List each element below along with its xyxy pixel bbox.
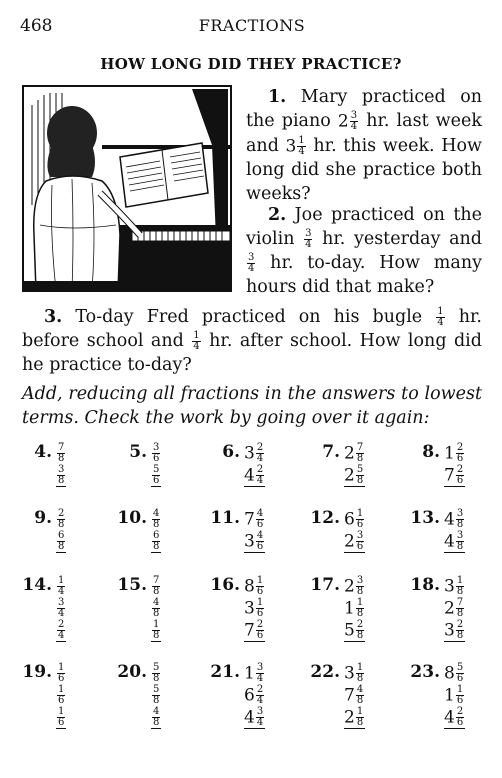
addend — [56, 706, 66, 729]
page-title: FRACTIONS — [198, 16, 306, 35]
addend — [56, 662, 66, 684]
addend — [151, 706, 161, 729]
page-header — [20, 16, 484, 38]
addend — [151, 442, 161, 464]
exercise-number: 15. — [117, 575, 147, 595]
fraction: $\frac{1}{6}$ — [256, 597, 264, 619]
addend — [151, 597, 161, 619]
fraction: $\frac{3}{4}$ — [58, 597, 65, 619]
addend: 6 $\frac{1}{6}$ — [344, 508, 364, 530]
exercise-number: 19. — [22, 662, 52, 682]
fraction: $\frac{3}{6}$ — [356, 530, 364, 552]
exercise-number: 9. — [34, 508, 52, 528]
addend — [151, 508, 161, 530]
exercise-number: 10. — [117, 508, 147, 528]
fraction: $\frac{6}{8}$ — [153, 530, 160, 552]
exercise-number: 23. — [410, 662, 440, 682]
fraction: $\frac{3}{4}$ — [256, 662, 264, 684]
problem-2: 2. Joe practiced on the violin $\frac{3}{4}$ hr. yesterday and $\frac{3}{4}$ hr. to-day. How many hours did that make? — [246, 205, 482, 297]
addend: 4 $\frac{2}{4}$ — [244, 464, 264, 486]
addend: 8 $\frac{1}{6}$ — [244, 575, 264, 597]
addend: 5 $\frac{2}{8}$ — [344, 619, 364, 641]
addend: 2 $\frac{5}{8}$ — [344, 464, 364, 486]
fraction: $\frac{6}{8}$ — [58, 530, 65, 552]
fraction: $\frac{4}{8}$ — [153, 597, 160, 619]
fraction: $\frac{2}{8}$ — [58, 508, 65, 530]
fraction: $\frac{3}{6}$ — [153, 442, 160, 464]
fraction: $\frac{2}{6}$ — [456, 442, 464, 464]
section-title: HOW LONG DID THEY PRACTICE? — [100, 55, 402, 73]
fraction: $\frac{7}{8}$ — [356, 442, 364, 464]
fraction: $\frac{1}{4}$ — [437, 306, 444, 328]
fraction: $\frac{1}{6}$ — [58, 662, 65, 684]
fraction: $\frac{5}{8}$ — [153, 684, 160, 706]
problem-3: 3. To-day Fred practiced on his bugle $\frac{1}{4}$ hr. before school and $\frac{1}{4}$ hr. after school. How long did he practice to-day? — [22, 306, 482, 375]
addend: 3 $\frac{1}{8}$ — [344, 662, 364, 684]
addend — [56, 442, 66, 464]
exercise-number: 13. — [410, 508, 440, 528]
addend: 2 $\frac{3}{6}$ — [344, 530, 364, 552]
piano-illustration — [22, 85, 232, 292]
fraction: $\frac{2}{8}$ — [356, 619, 364, 641]
fraction: $\frac{3}{8}$ — [456, 530, 464, 552]
fraction: $\frac{1}{6}$ — [456, 684, 464, 706]
fraction: $\frac{7}{8}$ — [456, 597, 464, 619]
exercise-number: 6. — [222, 442, 240, 462]
addend: 1 $\frac{1}{6}$ — [444, 684, 464, 706]
fraction: $\frac{5}{8}$ — [153, 662, 160, 684]
addend: 4 $\frac{3}{8}$ — [444, 508, 464, 530]
fraction: $\frac{1}{6}$ — [256, 575, 264, 597]
addend: 1 $\frac{3}{4}$ — [244, 662, 264, 684]
addend — [56, 464, 66, 487]
addend: 7 $\frac{2}{6}$ — [444, 464, 464, 486]
addend — [56, 575, 66, 597]
addend: 4 $\frac{3}{8}$ — [444, 530, 464, 552]
addend — [151, 464, 161, 487]
exercise-number: 8. — [422, 442, 440, 462]
fraction: $\frac{3}{8}$ — [456, 508, 464, 530]
fraction: $\frac{1}{8}$ — [356, 597, 364, 619]
fraction: $\frac{4}{6}$ — [256, 508, 264, 530]
addend: 2 $\frac{1}{8}$ — [344, 706, 364, 728]
addend: 4 $\frac{2}{6}$ — [444, 706, 464, 728]
addend: 1 $\frac{2}{6}$ — [444, 442, 464, 464]
exercise-number: 12. — [310, 508, 340, 528]
addend: 4 $\frac{3}{4}$ — [244, 706, 264, 728]
fraction: $\frac{4}{8}$ — [356, 684, 364, 706]
addend: 7 $\frac{4}{8}$ — [344, 684, 364, 706]
fraction: $\frac{1}{4}$ — [193, 330, 200, 352]
addend: 3 $\frac{1}{8}$ — [444, 575, 464, 597]
addend — [151, 662, 161, 684]
exercise-number: 20. — [117, 662, 147, 682]
addend — [151, 684, 161, 706]
addend: 3 $\frac{4}{6}$ — [244, 530, 264, 552]
addend — [151, 619, 161, 642]
fraction: $\frac{1}{8}$ — [456, 575, 464, 597]
fraction: $\frac{1}{8}$ — [356, 662, 364, 684]
fraction: $\frac{3}{4}$ — [350, 110, 358, 132]
fraction: $\frac{1}{4}$ — [298, 134, 305, 157]
addend: 6 $\frac{2}{4}$ — [244, 684, 264, 706]
addend: 8 $\frac{5}{6}$ — [444, 662, 464, 684]
addend: 1 $\frac{1}{8}$ — [344, 597, 364, 619]
fraction: $\frac{2}{4}$ — [256, 442, 264, 464]
addend — [56, 597, 66, 619]
addend: 7 $\frac{2}{6}$ — [244, 619, 264, 641]
exercise-number: 5. — [129, 442, 147, 462]
fraction: $\frac{4}{8}$ — [153, 706, 160, 728]
fraction: $\frac{2}{6}$ — [456, 464, 464, 486]
fraction: $\frac{7}{8}$ — [153, 575, 160, 597]
fraction: $\frac{1}{8}$ — [356, 706, 364, 728]
page-number: 468 — [20, 16, 53, 36]
fraction: $\frac{4}{8}$ — [153, 508, 160, 530]
fraction: $\frac{3}{8}$ — [58, 464, 65, 486]
exercise-number: 16. — [210, 575, 240, 595]
addend: 2 $\frac{7}{8}$ — [344, 442, 364, 464]
fraction: $\frac{1}{8}$ — [153, 619, 160, 641]
fraction: $\frac{1}{6}$ — [356, 508, 364, 530]
addend — [56, 530, 66, 553]
fraction: $\frac{4}{6}$ — [256, 530, 264, 552]
exercise-number: 14. — [22, 575, 52, 595]
fraction: $\frac{3}{4}$ — [256, 706, 264, 728]
addend — [151, 530, 161, 553]
addend — [56, 684, 66, 706]
addend — [56, 508, 66, 530]
fraction: $\frac{3}{4}$ — [248, 252, 255, 274]
fraction: $\frac{3}{8}$ — [356, 575, 364, 597]
exercise-number: 11. — [210, 508, 240, 528]
addend: 2 $\frac{3}{8}$ — [344, 575, 364, 597]
addend: 3 $\frac{2}{4}$ — [244, 442, 264, 464]
fraction: $\frac{1}{6}$ — [58, 684, 65, 706]
fraction: $\frac{2}{4}$ — [256, 464, 264, 486]
instructions: Add, reducing all fractions in the answers to lowest terms. Check the work by going over it again: — [22, 384, 482, 428]
fraction: $\frac{2}{4}$ — [58, 619, 65, 641]
fraction: $\frac{5}{8}$ — [356, 464, 364, 486]
exercise-number: 18. — [410, 575, 440, 595]
exercise-number: 17. — [310, 575, 340, 595]
fraction: $\frac{5}{6}$ — [153, 464, 160, 486]
addend: 3 $\frac{2}{8}$ — [444, 619, 464, 641]
addend: 7 $\frac{4}{6}$ — [244, 508, 264, 530]
fraction: $\frac{2}{6}$ — [256, 619, 264, 641]
addend: 3 $\frac{1}{6}$ — [244, 597, 264, 619]
problem-1: 1. Mary practiced on the piano 2 $\frac{3}{4}$ hr. last week and 3 $\frac{1}{4}$ hr. this week. How long did she practice both weeks? — [246, 87, 482, 204]
fraction: $\frac{3}{4}$ — [305, 228, 312, 250]
fraction: $\frac{7}{8}$ — [58, 442, 65, 464]
addend — [151, 575, 161, 597]
exercise-number: 4. — [34, 442, 52, 462]
fraction: $\frac{5}{6}$ — [456, 662, 464, 684]
exercise-number: 7. — [322, 442, 340, 462]
addend: 2 $\frac{7}{8}$ — [444, 597, 464, 619]
fraction: $\frac{2}{6}$ — [456, 706, 464, 728]
addend — [56, 619, 66, 642]
exercise-number: 21. — [210, 662, 240, 682]
exercise-number: 22. — [310, 662, 340, 682]
fraction: $\frac{2}{8}$ — [456, 619, 464, 641]
fraction: $\frac{1}{4}$ — [58, 575, 65, 597]
fraction: $\frac{1}{6}$ — [58, 706, 65, 728]
fraction: $\frac{2}{4}$ — [256, 684, 264, 706]
